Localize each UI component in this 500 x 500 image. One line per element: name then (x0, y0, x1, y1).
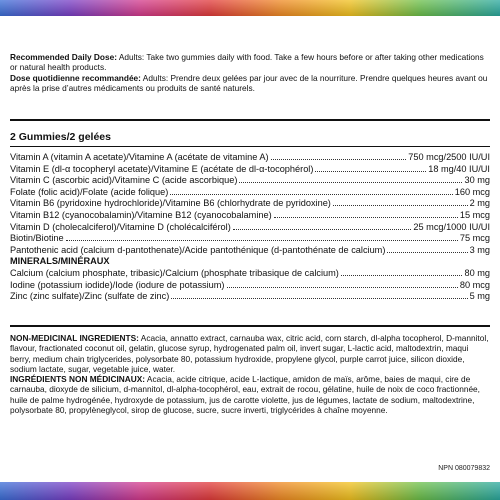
nutrient-name: Vitamin E (dl-α tocopheryl acetate)/Vitamine E (acétate de dl-α-tocophérol) (10, 163, 314, 174)
dose-en (10, 52, 490, 73)
dot-leader (171, 297, 467, 299)
nutrient-name: Zinc (zinc sulfate)/Zinc (sulfate de zinc) (10, 291, 170, 302)
nutrient-amount: 18 mg/40 IU/UI (428, 163, 490, 174)
nutrient-name: Iodine (potassium iodide)/Iode (iodure de potassium) (10, 279, 225, 290)
dot-leader (170, 193, 452, 195)
nutrient-amount: 75 mcg (459, 233, 490, 244)
nutrient-facts (10, 152, 490, 303)
nutrient-amount: 25 mcg/1000 IU/UI (413, 221, 490, 232)
nutrient-name: Biotin/Biotine (10, 233, 64, 244)
ingredients-fr-text: Acacia, acide citrique, acide L-lactique, amidon de maïs, arôme, baies de maqui, cire de carnauba, dioxyde de silicium, d-mannitol, dl-alpha-tocophérol, eau, extrait de rocou, gélatine, huile de noix de coco fractionnée, huile de palme hydrogénée, hydroxyde de potassium, jus de carotte violette, jus de légumes, lactate de sodium, maltodextrine, polysorbate 80, propylèneglycol, sirop de glucose, sucre, sucre inverti, triglycérides à chaîne moyenne. (10, 374, 480, 416)
nutrient-amount: 80 mcg (459, 279, 490, 290)
nutrient-row (10, 268, 490, 280)
divider-ingredients (10, 325, 490, 327)
top-color-band (0, 0, 500, 16)
nutrient-row (10, 210, 490, 222)
dot-leader (227, 286, 458, 288)
dot-leader (333, 204, 468, 206)
dose-section (10, 52, 490, 93)
nutrient-row (10, 164, 490, 176)
nutrient-name: Calcium (calcium phosphate, tribasic)/Calcium (phosphate tribasique de calcium) (10, 267, 339, 278)
dose-en-text: Adults: Take two gummies daily with food. Take a few hours before or after taking other medications or natural health products. (10, 52, 484, 73)
divider-thick (10, 119, 490, 121)
nutrient-row (10, 152, 490, 164)
nutrient-amount: 3 mg (469, 244, 490, 255)
nutrient-amount: 5 mg (469, 291, 490, 302)
dot-leader (233, 228, 412, 230)
dot-leader (387, 251, 467, 253)
nutrient-name: Vitamin A (vitamin A acetate)/Vitamine A (acétate de vitamine A) (10, 152, 269, 162)
nutrient-amount: 15 mcg (459, 209, 490, 220)
ingredients-en-label: NON-MEDICINAL INGREDIENTS: (10, 333, 139, 343)
nutrient-name: Pantothenic acid (calcium d-pantothenate)/Acide pantothénique (d-pantothénate de calcium) (10, 244, 386, 255)
nutrient-name: Vitamin D (cholecalciferol)/Vitamine D (cholécalciférol) (10, 221, 231, 232)
dot-leader (341, 274, 463, 276)
nutrient-row (10, 233, 490, 245)
nutrient-row (10, 245, 490, 257)
nutrient-name: Folate (folic acid)/Folate (acide folique) (10, 186, 169, 197)
dose-fr-text: Adults: Prendre deux gelées par jour avec de la nourriture. Prendre quelques heures avant ou après la prise d’autres médicaments ou produits de santé naturels. (10, 72, 488, 93)
nutrient-row (10, 175, 490, 187)
nutrient-name: Vitamin B12 (cyanocobalamin)/Vitamine B12 (cyanocobalamine) (10, 209, 272, 220)
nutrient-name: Vitamin B6 (pyridoxine hydrochloride)/Vitamine B6 (chlorhydrate de pyridoxine) (10, 198, 331, 209)
ingredients-section (10, 333, 490, 415)
serving-size: 2 Gummies/2 gelées (10, 131, 111, 143)
ingredients-en-text: Acacia, annatto extract, carnauba wax, citric acid, corn starch, dl-alpha tocopherol, D-mannitol, flavour, fractionated coconut oil, gelatin, glucose syrup, hydrogenated palm oil, invert sugar, L-lactic acid, maltodextrin, maqui berry, medium chain triglycerides, polysorbate 80, potassium hydroxide, propylene glycol, purple carrot juice, silicon dioxide, sodium lactate, sugar, vegetable juice, water. (10, 333, 489, 374)
ingredients-fr (10, 374, 490, 415)
nutrient-row (10, 280, 490, 292)
nutrient-amount: 160 mcg (454, 186, 490, 197)
dot-leader (66, 239, 458, 241)
bottom-color-band (0, 482, 500, 500)
divider-thin (10, 146, 490, 147)
dose-fr-label: Dose quotidienne recommandée: (10, 72, 141, 83)
ingredients-en (10, 333, 490, 374)
ingredients-fr-label: INGRÉDIENTS NON MÉDICINAUX: (10, 374, 146, 385)
nutrient-row (10, 291, 490, 303)
dose-fr (10, 73, 490, 94)
nutrient-row (10, 222, 490, 234)
nutrient-amount: 80 mg (464, 267, 490, 278)
npn-number: NPN 080079832 (438, 465, 490, 472)
minerals-heading: MINERALS/MINÉRAUX (10, 256, 110, 267)
nutrient-row (10, 187, 490, 199)
nutrient-name: Vitamin C (ascorbic acid)/Vitamine C (acide ascorbique) (10, 175, 238, 186)
dot-leader (271, 158, 407, 160)
nutrient-amount: 2 mg (469, 198, 490, 209)
dose-en-label: Recommended Daily Dose: (10, 52, 117, 62)
nutrient-row (10, 198, 490, 210)
dot-leader (315, 170, 426, 172)
dot-leader (274, 216, 458, 218)
dot-leader (239, 181, 462, 183)
nutrient-amount: 750 mcg/2500 IU/UI (408, 152, 490, 162)
nutrient-amount: 30 mg (464, 175, 490, 186)
